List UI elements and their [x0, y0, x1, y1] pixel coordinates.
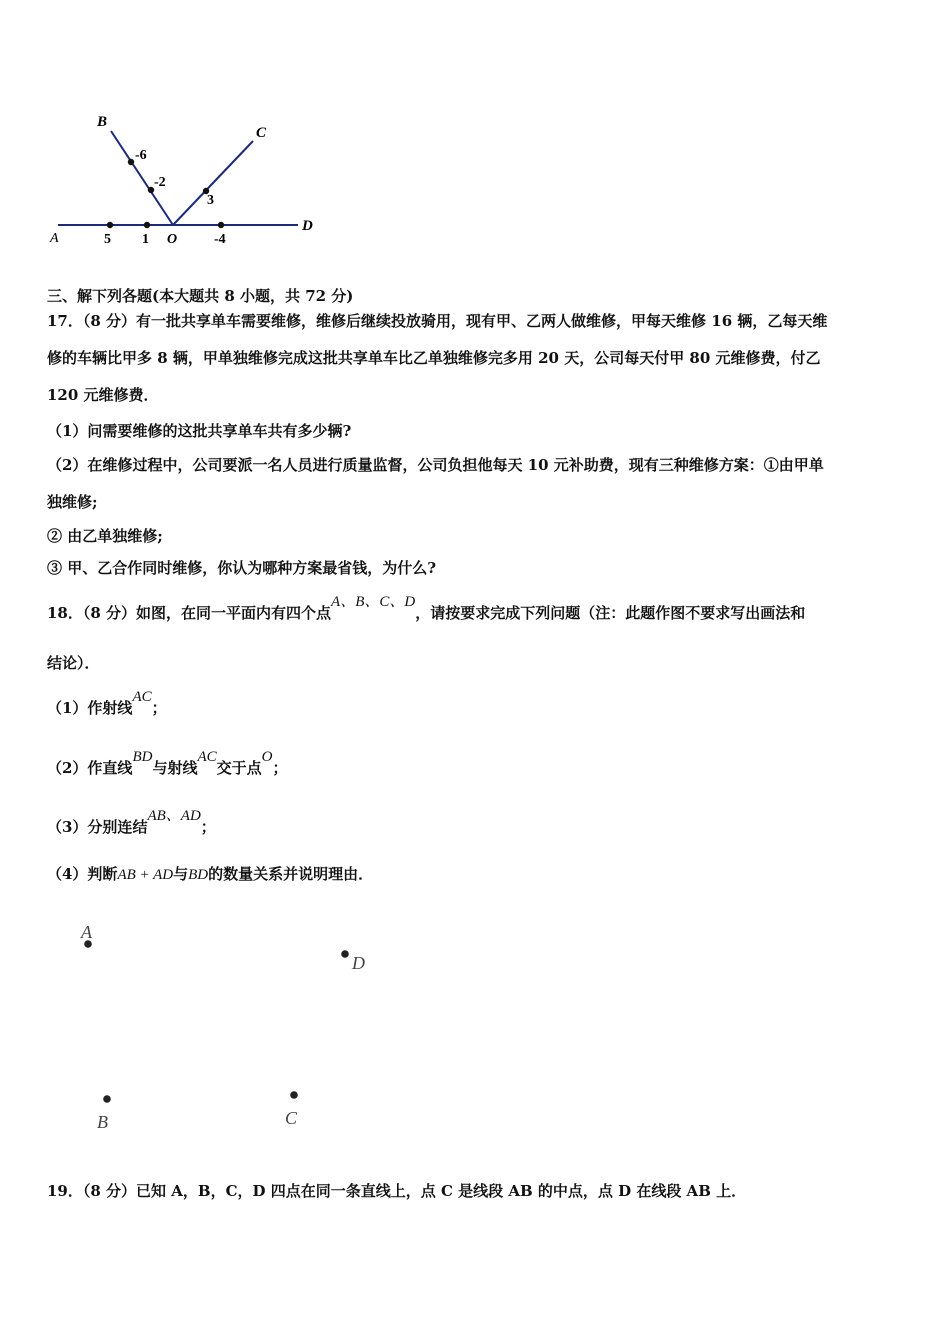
q18-part2-mid2: 交于点	[216, 759, 262, 777]
label-point-D: D	[352, 953, 365, 973]
label-5: 5	[104, 232, 111, 247]
q18-part4-mid: 与	[173, 865, 189, 883]
q18-part3-post: ；	[200, 818, 216, 836]
q19-line1: 19．（8 分）已知 A，B，C，D 四点在同一条直线上，点 C 是线段 AB 的中点，点 D 在线段 AB 上．	[47, 1182, 747, 1200]
label-B: B	[97, 114, 108, 130]
q18-points-math: A、B、C、D	[331, 594, 416, 610]
section-heading: 三、解下列各题(本大题共 8 小题，共 72 分)	[47, 287, 354, 305]
label-minus2: -2	[154, 175, 166, 190]
label-3: 3	[207, 193, 214, 208]
label-minus4: -4	[214, 232, 226, 247]
point-5	[107, 222, 113, 228]
q18-part2	[47, 749, 288, 779]
q18-part2-pre: （2）作直线	[47, 759, 133, 777]
point-minus6	[128, 159, 134, 165]
point-minus4	[218, 222, 224, 228]
q17-part2-line1: （2）在维修过程中，公司要派一名人员进行质量监督，公司负担他每天 10 元补助费，现有三种维修方案：①由甲单	[47, 456, 824, 474]
q18-part1-math: AC	[132, 689, 152, 705]
q18-part2-math2: AC	[197, 749, 217, 765]
q18-part2-post: ；	[272, 759, 288, 777]
label-point-B: B	[97, 1112, 108, 1132]
q18-line1-post: ，请按要求完成下列问题（注：此题作图不要求写出画法和	[415, 604, 806, 622]
q18-part4-math1: AB + AD	[117, 867, 174, 883]
q18-part4-pre: （4）判断	[47, 865, 118, 883]
q18-part2-math3: O	[261, 749, 273, 765]
q18-part1-post: ；	[151, 699, 167, 717]
point-B	[103, 1095, 111, 1103]
q17-line1: 17．（8 分）有一批共享单车需要维修，维修后继续投放骑用，现有甲、乙两人做维修，甲每天维修 16 辆，乙每天维	[47, 312, 828, 330]
label-O: O	[167, 232, 178, 247]
q18-line1-pre: 18．（8 分）如图，在同一平面内有四个点	[47, 604, 332, 622]
q18-part3	[47, 808, 216, 838]
label-D: D	[302, 218, 313, 234]
q18-part4-math2: BD	[188, 867, 209, 883]
q18-part3-math: AB、AD	[147, 808, 201, 824]
point-D	[341, 950, 349, 958]
point-C	[290, 1091, 298, 1099]
q18-part3-pre: （3）分别连结	[47, 818, 148, 836]
q18-part1	[47, 689, 167, 719]
label-A: A	[50, 231, 59, 246]
label-C: C	[256, 125, 267, 141]
q18-line1	[47, 594, 806, 624]
label-point-C: C	[285, 1108, 298, 1128]
q18-part2-math1: BD	[132, 749, 153, 765]
q17-part2-line4: ③ 甲、乙合作同时维修，你认为哪种方案最省钱，为什么?	[47, 559, 437, 577]
q17-line3: 120 元维修费．	[47, 386, 159, 404]
point-1	[144, 222, 150, 228]
label-1: 1	[142, 232, 149, 247]
q17-line2: 修的车辆比甲多 8 辆，甲单独维修完成这批共享单车比乙单独维修完多用 20 天，公司每天付甲 80 元维修费，付乙	[47, 349, 821, 367]
q18-line2: 结论）．	[47, 654, 100, 672]
label-point-A: A	[81, 922, 92, 942]
q17-part1: （1）问需要维修的这批共享单车共有多少辆?	[47, 422, 352, 440]
label-minus6: -6	[135, 148, 147, 163]
q17-part2-line2: 独维修;	[47, 493, 98, 511]
q18-part1-pre: （1）作射线	[47, 699, 133, 717]
ray-OC	[173, 141, 253, 225]
q18-part4	[47, 864, 373, 885]
q18-part4-post: 的数量关系并说明理由．	[208, 865, 374, 883]
q18-part2-mid1: 与射线	[152, 759, 198, 777]
figure-angle-diagram	[40, 110, 340, 255]
figure-four-points	[70, 915, 390, 1140]
q17-part2-line3: ② 由乙单独维修;	[47, 527, 163, 545]
